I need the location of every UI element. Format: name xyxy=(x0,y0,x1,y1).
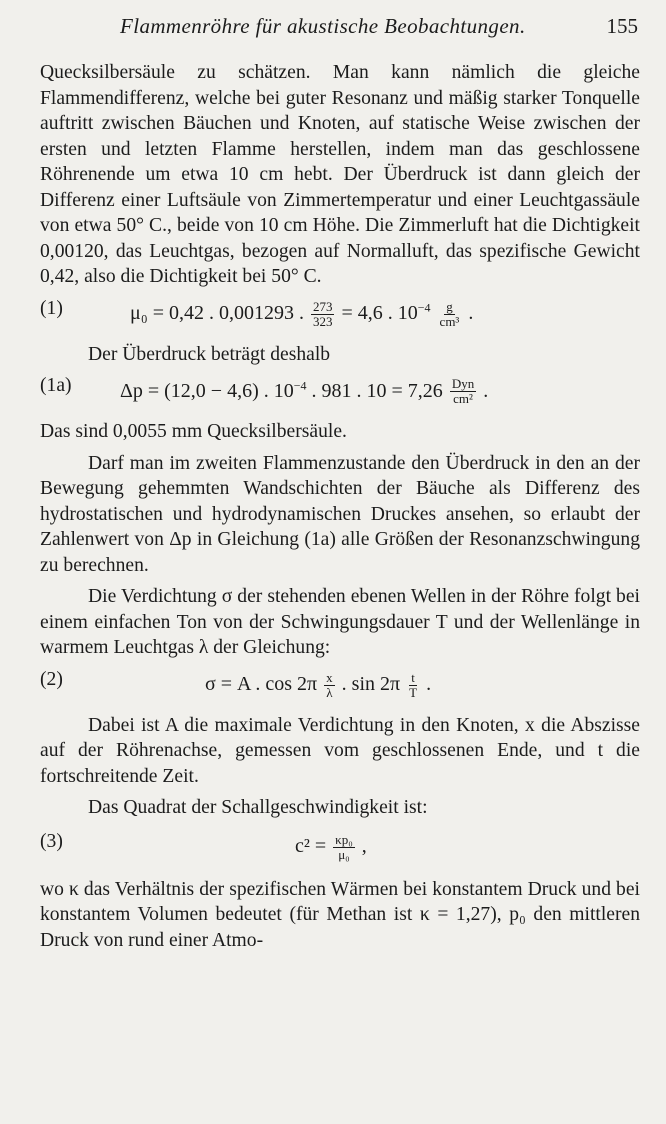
equation-tail: . xyxy=(426,673,432,696)
exponent: −4 xyxy=(293,378,307,393)
fraction-denominator: T xyxy=(409,684,418,700)
unit-numerator: Dyn xyxy=(451,376,475,391)
fraction-numerator: κp₀ xyxy=(335,831,353,847)
unit-fraction xyxy=(438,300,462,329)
equation-body xyxy=(120,377,488,406)
fraction xyxy=(324,671,335,700)
page-header xyxy=(0,14,666,44)
equation-tail: , xyxy=(361,835,367,858)
equation-number: (1a) xyxy=(40,375,72,396)
running-head: Flammenröhre für akustische Beobachtungen. xyxy=(120,14,526,38)
equation-1 xyxy=(40,296,640,340)
equation-2 xyxy=(40,667,640,711)
equation-number: (2) xyxy=(40,668,63,690)
fraction xyxy=(407,671,419,700)
fraction xyxy=(333,833,355,862)
equation-tail: . xyxy=(483,379,489,402)
equation-lhs: Δp = (12,0 − 4,6) . $10^{-4}$ xyxy=(120,378,307,402)
equation-tail: . xyxy=(468,302,474,325)
equation-lhs: c² = xyxy=(295,835,327,858)
equation-body xyxy=(205,671,431,700)
equation-part: σ = A . cos 2π xyxy=(205,673,318,696)
fraction-denominator: λ xyxy=(326,684,333,700)
fraction-denominator: 323 xyxy=(312,313,333,329)
paragraph: Quecksilbersäule zu schätzen. Man kann nämlich die gleiche Flammendifferenz, welche bei guter Resonanz und mäßig starker Tonquelle auftritt zwischen Bäuchen und Knoten, auf statische Weise zwischen der ersten und letzten Flamme herstellen, indem man das geschlossene Röhrenende um etwa 10 cm hebt. Der Überdruck ist dann gleich der Differenz einer Luftsäule von Zimmertemperatur und einer Leuchtgassäule von etwa 50° C., beide von 10 cm Höhe. Die Zimmerluft hat die Dichtigkeit 0,00120, das Leuchtgas, bezogen auf Normalluft, das spezifische Gewicht 0,42, also die Dichtigkeit bei 50° C. xyxy=(40,62,640,287)
paragraph: Darf man im zweiten Flammenzustande den Überdruck in den an der Bewegung gehemmten Wandschichten der Bäuche als Differenz des hydrostatischen und hydrodynamischen Druckes ansehen, so erlaubt der Zahlenwert von Δp in Gleichung (1a) alle Größen der Resonanzschwingung zu berechnen. xyxy=(40,452,640,576)
equation-body xyxy=(130,300,473,329)
fraction-numerator: x xyxy=(326,669,333,685)
equation-part: . sin 2π xyxy=(341,673,401,696)
equation-1a xyxy=(40,373,640,417)
equation-mid: = 4,6 . $10^{-4}$ xyxy=(341,300,431,325)
unit-fraction xyxy=(450,377,476,406)
page-body xyxy=(40,60,640,953)
unit-denominator: cm² xyxy=(453,391,473,406)
equation-number: (1) xyxy=(40,297,63,319)
paragraph: Die Verdichtung σ der stehenden ebenen Wellen in der Röhre folgt bei einem einfachen Ton von der Schwingungsdauer T und der Wellenlänge in warmem Leuchtgas λ der Gleichung: xyxy=(40,586,640,658)
unit-numerator: g xyxy=(446,298,453,314)
equation-mid: . 981 . 10 = 7,26 xyxy=(311,379,443,402)
fraction-numerator: 273 xyxy=(312,298,333,314)
page-number: 155 xyxy=(606,14,638,38)
paragraph: Das Quadrat der Schallgeschwindigkeit ist: xyxy=(88,797,428,818)
exponent: −4 xyxy=(417,300,431,315)
equation-lhs: μ₀ = 0,42 . 0,001293 . xyxy=(130,302,304,325)
fraction xyxy=(311,300,335,329)
paragraph: Der Überdruck beträgt deshalb xyxy=(88,343,331,365)
fraction-numerator: t xyxy=(411,669,415,685)
paragraph: Das sind 0,0055 mm Quecksilbersäule. xyxy=(40,421,347,442)
paragraph: wo κ das Verhältnis der spezifischen Wärmen bei konstantem Druck und bei konstantem Volumen bedeutet (für Methan ist κ = 1,27), p₀ den mittleren Druck von rund einer Atmo- xyxy=(40,878,640,951)
unit-denominator: cm³ xyxy=(439,313,460,329)
paragraph: Dabei ist A die maximale Verdichtung in den Knoten, x die Abszisse auf der Röhrenachse, gemessen vom geschlossenen Ende, und t die fortschreitende Zeit. xyxy=(40,714,640,787)
fraction-denominator: μ₀ xyxy=(338,846,350,862)
equation-3 xyxy=(40,829,640,873)
equation-number: (3) xyxy=(40,830,63,852)
equation-body xyxy=(295,833,367,862)
